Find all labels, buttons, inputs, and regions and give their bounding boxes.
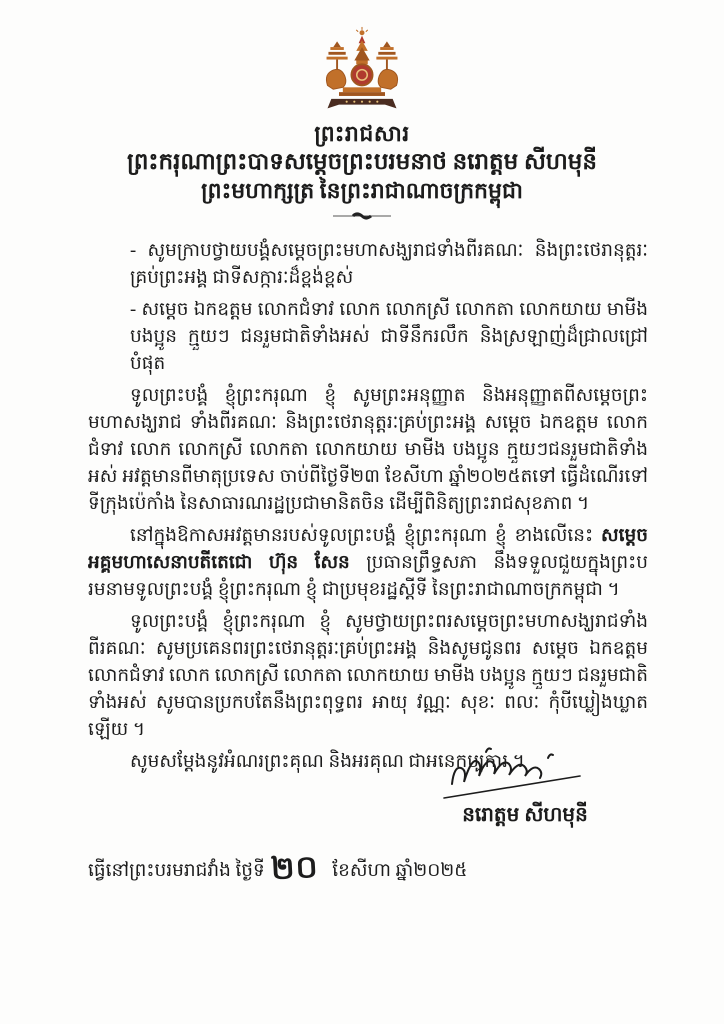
royal-name: នរោត្តម សីហមុនី bbox=[462, 804, 588, 826]
salutation-people: - សម្តេច ឯកឧត្តម លោកជំទាវ លោក លោកស្រី លោកតា លោកយាយ មាមីង បងប្អូន ក្មួយៗ ជនរួមជាតិទាំងអស់ ជាទីនឹករលឹក និងស្រឡាញ់ដ៏ជ្រាលជ្រៅបំផុត bbox=[130, 300, 648, 374]
title-royal-message: ព្រះរាជសារ bbox=[314, 121, 410, 146]
royal-signature bbox=[430, 736, 600, 808]
salutation-monks: - សូមក្រាបថ្វាយបង្គំសម្តេចព្រះមហាសង្ឃរាជទាំងពីរគណៈ និងព្រះថេរានុត្តរៈគ្រប់ព្រះអង្គ ជាទីសក្ការៈដ៏ខ្ពង់ខ្ពស់ bbox=[130, 241, 648, 288]
paragraph-blessings-text: ទូលព្រះបង្គំ ខ្ញុំព្រះករុណា ខ្ញុំ សូមថ្វាយព្រះពរសម្តេចព្រះមហាសង្ឃរាជទាំងពីរគណៈ សូមប្រគេនពរព្រះថេរានុត្តរៈគ្រប់ព្រះអង្គ និងសូមជូនពរ សម្តេច ឯកឧត្តម លោកជំទាវ លោក លោកស្រី លោកតា លោកយាយ មាមីង បងប្អូន ក្មួយៗ ជនរួមជាតិទាំងអស់ សូមបានប្រកបតែនឹងព្រះពុទ្ធពរ អាយុ វណ្ណៈ សុខៈ ពលៈ កុំបីឃ្លៀងឃ្លាតឡើយ ។ bbox=[88, 612, 648, 740]
paragraph-acting-before: នៅក្នុងឱកាសអវត្តមានរបស់ទូលព្រះបង្គំ ខ្ញុំព្រះករុណា ខ្ញុំ ខាងលើនេះ bbox=[130, 526, 602, 546]
title-king-name: ព្រះករុណាព្រះបាទសម្តេចព្រះបរមនាថ នរោត្តម សីហមុនី bbox=[126, 149, 598, 174]
hun-sen-honorific: សម្តេចអគ្គមហាសេនាបតីតេជោ bbox=[88, 526, 648, 573]
signature-icon bbox=[430, 736, 600, 808]
title-king-role: ព្រះមហាក្សត្រ នៃព្រះរាជាណាចក្រកម្ពុជា bbox=[201, 178, 523, 203]
hun-sen-name: ហ៊ុន សែន bbox=[268, 553, 350, 573]
date-line bbox=[88, 846, 467, 891]
letter-body bbox=[88, 238, 648, 781]
date-suffix: ខែសីហា ឆ្នាំ២០២៥ bbox=[332, 861, 468, 881]
date-day-handwritten: ២០ bbox=[270, 848, 320, 887]
paragraph-blessings bbox=[88, 609, 648, 744]
paragraph-acting-head-of-state bbox=[88, 523, 648, 604]
royal-arms-emblem bbox=[314, 26, 410, 118]
royal-arms-icon bbox=[314, 26, 410, 118]
paragraph-travel-text: ទូលព្រះបង្គំ ខ្ញុំព្រះករុណា ខ្ញុំ សូមព្រះអនុញ្ញាត និងអនុញ្ញាតពីសម្តេចព្រះមហាសង្ឃរាជ ទាំងពីរគណៈ និងព្រះថេរានុត្តរៈគ្រប់ព្រះអង្គ សម្តេច ឯកឧត្តម លោកជំទាវ លោក លោកស្រី លោកតា លោកយាយ មាមីង បងប្អូន ក្មួយៗជនរួមជាតិទាំងអស់ អវត្តមានពីមាតុប្រទេស ចាប់ពីថ្ងៃទី២៣ ខែសីហា ឆ្នាំ២០២៥តទៅ ធ្វើដំណើរទៅទីក្រុងប៉េកាំង នៃសាធារណរដ្ឋប្រជាមានិតចិន ដើម្បីពិនិត្យព្រះរាជសុខភាព ។ bbox=[88, 386, 648, 514]
letter-title-block bbox=[0, 120, 724, 220]
paragraph-acting-after: ប្រធានព្រឹទ្ធសភា នឹងទទួលជួយក្នុងព្រះបរមនាមទូលព្រះបង្គំ ខ្ញុំព្រះករុណា ខ្ញុំ ជាប្រមុខរដ្ឋស្តីទី នៃព្រះរាជាណាចក្រកម្ពុជា ។ bbox=[88, 553, 649, 600]
closing-gratitude-text: សូមសម្តែងនូវអំណរព្រះគុណ និងអរគុណ ជាអនេកប្បការ ។ bbox=[130, 752, 525, 772]
paragraph-travel-announcement bbox=[88, 383, 648, 518]
date-prefix: ធ្វើនៅព្រះបរមរាជវាំង ថ្ងៃទី bbox=[88, 861, 265, 881]
title-divider-ornament bbox=[333, 211, 391, 220]
